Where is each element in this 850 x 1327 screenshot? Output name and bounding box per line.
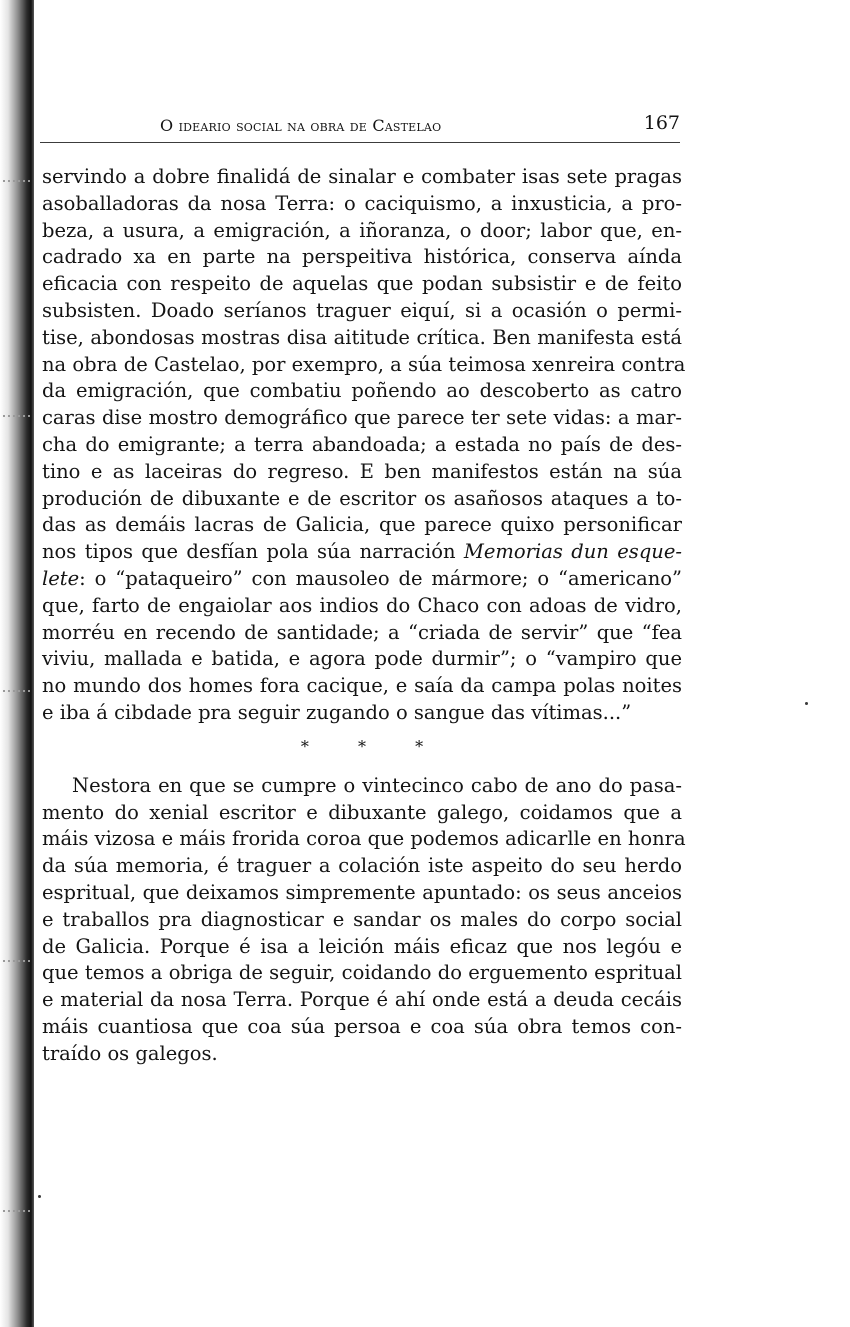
text-line: eficacia con respeito de aquelas que podan subsistir e de feito	[42, 272, 682, 296]
section-separator: * * *	[300, 736, 446, 756]
text-line: tino e as laceiras do regreso. E ben manifestos están na súa	[42, 459, 682, 483]
book-binding-edge	[0, 0, 34, 1327]
text-line: que temos a obriga de seguir, coidando do erguemento espritual	[42, 961, 682, 985]
header-rule	[40, 142, 680, 143]
text-line: e material da nosa Terra. Porque é ahí onde está a deuda cecáis	[42, 988, 682, 1012]
text-line: Nestora en que se cumpre o vintecinco cabo de ano do pasa-	[72, 773, 682, 797]
text-line: e traballos pra diagnosticar e sandar os males do corpo social	[42, 907, 682, 931]
text-line: cadrado xa en parte na perspeitiva histórica, conserva aínda	[42, 245, 682, 269]
text-line: traído os galegos.	[42, 1041, 218, 1065]
binding-speck	[0, 415, 30, 417]
text-run: : o “pataqueiro” con mausoleo de mármore; o “americano”	[79, 566, 682, 590]
text-line: caras dise mostro demográfico que parece ter sete vidas: a mar-	[42, 406, 682, 430]
running-title: O ideario social na obra de Castelao	[160, 116, 442, 135]
binding-speck	[0, 180, 30, 182]
text-line	[42, 539, 682, 566]
text-line: morréu en recendo de santidade; a “criada de servir” que “fea	[42, 620, 682, 644]
text-line	[42, 566, 682, 593]
text-line: no mundo dos homes fora cacique, e saía da campa polas noites	[42, 674, 682, 698]
text-line: na obra de Castelao, por exempro, a súa teimosa xenreira contra	[42, 352, 686, 376]
running-head	[160, 112, 680, 140]
scan-speck	[805, 702, 808, 705]
book-title-italic: lete	[42, 566, 80, 590]
text-line: produción de dibuxante e de escritor os asañosos ataques a to-	[42, 486, 682, 510]
text-line: tise, abondosas mostras disa aititude crítica. Ben manifesta está	[42, 325, 682, 349]
text-line: servindo a dobre finalidá de sinalar e combater isas sete pragas	[42, 165, 682, 188]
text-line: da emigración, que combatiu poñendo ao descoberto as catro	[42, 379, 682, 403]
text-line: cha do emigrante; a terra abandoada; a estada no país de des-	[42, 432, 682, 456]
text-line: da súa memoria, é traguer a colación iste aspeito do seu herdo	[42, 854, 682, 878]
text-line: máis vizosa e máis frorida coroa que podemos adicarlle en honra	[42, 827, 686, 851]
text-line: de Galicia. Porque é isa a leición máis eficaz que nos legóu e	[42, 934, 682, 958]
paragraph-2	[42, 773, 686, 1068]
binding-speck	[0, 960, 30, 962]
page-number: 167	[643, 112, 680, 134]
binding-speck	[0, 1210, 30, 1212]
text-line: e iba á cibdade pra seguir zugando o sangue das vítimas...”	[42, 700, 632, 724]
text-line: das as demáis lacras de Galicia, que parece quixo personificar	[42, 513, 682, 537]
text-line: viviu, mallada e batida, e agora pode durmir”; o “vampiro que	[42, 647, 682, 671]
text-line: espritual, que deixamos simpremente apuntado: os seus anceios	[42, 880, 682, 904]
text-line: beza, a usura, a emigración, a iñoranza, o door; labor que, en-	[42, 218, 682, 242]
text-line: que, farto de engaiolar aos indios do Chaco con adoas de vidro,	[42, 593, 682, 617]
book-title-italic: Memorias dun esque-	[463, 540, 682, 564]
page-body	[42, 164, 686, 1068]
text-line: subsisten. Doado seríanos traguer eiquí, si a ocasión o permi-	[42, 298, 682, 322]
text-line: máis cuantiosa que coa súa persoa e coa súa obra temos con-	[42, 1014, 682, 1038]
scan-speck	[38, 1195, 41, 1198]
binding-speck	[0, 690, 30, 692]
text-line: mento do xenial escritor e dibuxante galego, coidamos que a	[42, 800, 682, 824]
paragraph-1	[42, 164, 686, 727]
text-run: nos tipos que desfían pola súa narración	[42, 540, 464, 564]
text-line: asoballadoras da nosa Terra: o caciquismo, a inxusticia, a pro-	[42, 191, 682, 215]
